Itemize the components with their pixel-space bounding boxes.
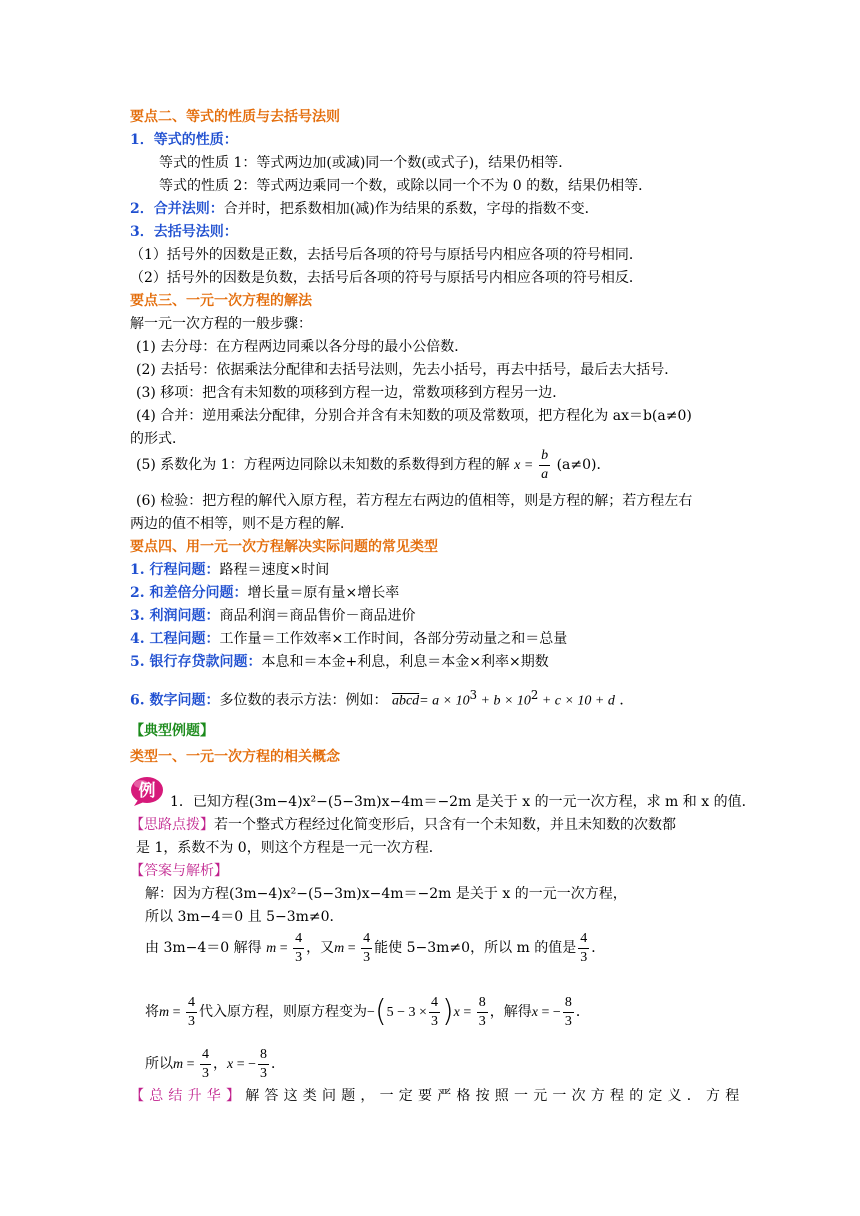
section3-step4-cont: 的形式． <box>130 431 186 447</box>
section3-step2: (2) 去括号：依据乘法分配律和去括号法则，先去小括号，再去中括号，最后去大括号． <box>136 362 679 378</box>
fraction-numerator: 8 <box>477 994 488 1013</box>
type-travel <box>130 560 329 580</box>
section2-item2-heading: 2．合并法则： <box>130 201 224 217</box>
section3-step5-text: (5) 系数化为 1：方程两边同除以未知数的系数得到方程的解 <box>136 457 510 473</box>
fraction-denominator: 3 <box>478 1013 486 1029</box>
answer-line3-pre: 由 3m−4＝0 解得 <box>145 940 262 956</box>
hint-cont: 是 1，系数不为 0，则这个方程是一元一次方程． <box>136 840 443 856</box>
answer-line5-pre: 所以 <box>145 1056 173 1072</box>
digits-formula-a: = a × 10 <box>419 693 470 709</box>
m-variable: m <box>159 1005 170 1020</box>
section4-title: 要点四、用一元一次方程解决实际问题的常见类型 <box>130 539 438 555</box>
type-work <box>130 629 567 649</box>
section2-item1-rule2: 等式的性质 2：等式两边乘同一个数，或除以同一个不为 0 的数，结果仍相等． <box>159 178 653 194</box>
fraction-denominator: 3 <box>295 949 303 965</box>
answer-line5-sep: ， <box>213 1056 228 1072</box>
type-growth <box>130 583 399 603</box>
fraction-4-3 <box>293 930 304 967</box>
fraction-numerator: 4 <box>293 930 304 949</box>
section3-step4: (4) 合并：逆用乘法分配律，分别合并含有未知数的项及常数项，把方程化为 ax＝b(a≠0) <box>136 408 692 424</box>
question1: 1．已知方程(3m−4)x²−(5−3m)x−4m＝−2m 是关于 x 的一元一次方程，求 m 和 x 的值． <box>170 794 756 810</box>
type-bank <box>130 652 549 672</box>
answer-line2: 所以 3m−4＝0 且 5−3m≠0． <box>145 909 344 925</box>
type-work-heading: 4. 工程问题： <box>130 631 220 647</box>
section3-step5-condition: (a≠0)． <box>556 457 611 473</box>
fraction-8-3 <box>258 1046 269 1083</box>
fraction-numerator: 4 <box>186 994 197 1013</box>
fraction-4-3 <box>578 930 589 967</box>
section3-step5 <box>136 446 611 485</box>
example-badge-icon <box>130 776 166 806</box>
fraction-numerator: 4 <box>361 930 372 949</box>
section2-title: 要点二、等式的性质与去括号法则 <box>130 109 340 125</box>
fraction-4-3 <box>361 930 372 967</box>
answer-line4-mid: 代入原方程，则原方程变为 <box>199 1004 368 1020</box>
answer-line3: 由 3m−4＝0 解得 m = $\frac{4}{3}$ ，又m = $\frac{4}{3}$ 能使 5−3m≠0，所以 m 的值是 $\frac{4}{3}$ ． <box>145 930 606 965</box>
x-variable: x <box>531 1005 539 1020</box>
example-badge-label: 例 <box>138 781 156 801</box>
answer-line4-inner: 5 − 3 × <box>386 1005 427 1020</box>
fraction-denominator: 3 <box>564 1013 572 1029</box>
type-profit-heading: 3. 利润问题： <box>130 608 220 624</box>
section2-item1-rule1: 等式的性质 1：等式两边加(或减)同一个数(或式子)，结果仍相等． <box>159 155 573 171</box>
type-growth-heading: 2. 和差倍分问题： <box>130 585 248 601</box>
type-profit-formula: 商品利润＝商品售价－商品进价 <box>219 608 416 624</box>
fraction-4-3 <box>429 994 440 1031</box>
type1-title: 类型一、一元一次方程的相关概念 <box>130 749 340 765</box>
section2-item1-heading: 1．等式的性质： <box>130 132 238 148</box>
type-travel-heading: 1. 行程问题： <box>130 562 220 578</box>
fraction-numerator: 8 <box>258 1046 269 1065</box>
section2-item3-heading: 3．去括号法则： <box>130 224 238 240</box>
summary-tag: 【总结升华】 <box>130 1088 246 1104</box>
hint-text: 若一个整式方程经过化简变形后，只含有一个未知数，并且未知数的次数都 <box>214 817 676 833</box>
type-digits <box>130 685 633 712</box>
fraction-denominator: 3 <box>188 1013 196 1029</box>
fraction-denominator: 3 <box>363 949 371 965</box>
fraction-denominator: a <box>541 466 549 482</box>
answer-tag: 【答案与解析】 <box>130 863 228 879</box>
answer-line5: 所以m = $\frac{4}{3}$ ，x = − $\frac{8}{3}$ ． <box>145 1046 286 1081</box>
examples-title: 【典型例题】 <box>130 723 214 739</box>
answer-line4: 将m = $\frac{4}{3}$ 代入原方程，则原方程变为−(5 − 3 × $\frac{4}{3}$ )x = $\frac{8}{3}$ ，解得x = − $\frac{8}{3}$ ． <box>145 994 590 1029</box>
x-variable: x <box>227 1057 234 1072</box>
m-variable: m <box>266 941 277 956</box>
section3-step6-cont: 两边的值不相等，则不是方程的解． <box>130 516 354 532</box>
m-variable: m <box>173 1057 184 1072</box>
section2-item3-rule2: （2）括号外的因数是负数，去括号后各项的符号与原括号内相应各项的符号相反． <box>130 270 643 286</box>
fraction-8-3 <box>563 994 574 1031</box>
digits-formula-b: + b × 10 <box>477 693 531 709</box>
answer-line3-end: ． <box>591 940 606 956</box>
fraction-numerator: 4 <box>429 994 440 1013</box>
fraction-denominator: 3 <box>202 1065 210 1081</box>
answer-line1: 解：因为方程(3m−4)x²−(5−3m)x−4m＝−2m 是关于 x 的一元一次方程， <box>145 886 627 902</box>
fraction-denominator: 3 <box>430 1013 438 1029</box>
digits-formula-c: + c × 10 + d <box>538 693 615 709</box>
answer-line3-mid: ，又 <box>306 940 335 956</box>
fraction-numerator: 4 <box>578 930 589 949</box>
type-digits-text: 多位数的表示方法：例如： <box>219 692 388 709</box>
type-work-formula: 工作量＝工作效率×工作时间，各部分劳动量之和＝总量 <box>219 631 568 647</box>
section2-item3-rule1: （1）括号外的因数是正数，去括号后各项的符号与原括号内相应各项的符号相同． <box>130 247 643 263</box>
fraction-4-3 <box>200 1046 211 1083</box>
hint <box>130 815 676 835</box>
fraction-numerator: 8 <box>563 994 574 1013</box>
m-variable: m <box>334 941 345 956</box>
equals-sign: = <box>524 458 533 473</box>
fraction-numerator: 4 <box>200 1046 211 1065</box>
section3-intro: 解一元一次方程的一般步骤： <box>130 316 312 332</box>
section2-item2 <box>130 199 599 219</box>
type-bank-formula: 本息和＝本金+利息，利息＝本金×利率×期数 <box>261 654 549 670</box>
type-profit <box>130 606 416 626</box>
section3-step1: (1) 去分母：在方程两边同乘以各分母的最小公倍数． <box>136 339 469 355</box>
fraction-denominator: 3 <box>260 1065 268 1081</box>
section3-title: 要点三、一元一次方程的解法 <box>130 293 312 309</box>
exponent-2: 2 <box>530 688 539 702</box>
section3-step6: (6) 检验：把方程的解代入原方程，若方程左右两边的值相等，则是方程的解；若方程左右 <box>136 493 693 509</box>
fraction-4-3 <box>186 994 197 1031</box>
answer-line3-mid2: 能使 5−3m≠0，所以 m 的值是 <box>374 940 577 956</box>
section3-step3: (3) 移项：把含有未知数的项移到方程一边，常数项移到方程另一边． <box>136 385 567 401</box>
answer-line4-pre: 将 <box>145 1004 159 1020</box>
answer-line4-mid2: ，解得 <box>489 1004 532 1020</box>
hint-tag: 【思路点拨】 <box>130 817 214 833</box>
section2-item2-text: 合并时，把系数相加(减)作为结果的系数，字母的指数不变． <box>223 201 599 217</box>
overlined-abcd: abcd <box>391 693 420 709</box>
fraction-b-over-a <box>539 447 550 484</box>
answer-line5-end: ． <box>271 1056 286 1072</box>
type-digits-heading: 6. 数字问题： <box>130 692 220 709</box>
solution-variable: x <box>514 458 521 473</box>
fraction-numerator: b <box>539 447 550 466</box>
digits-end: ． <box>619 692 634 709</box>
summary <box>130 1086 745 1106</box>
fraction-8-3 <box>477 994 488 1031</box>
type-travel-formula: 路程＝速度×时间 <box>219 562 330 578</box>
fraction-denominator: 3 <box>580 949 588 965</box>
summary-text: 解答这类问题，一定要严格按照一元一次方程的定义．方程 <box>245 1088 745 1104</box>
type-growth-formula: 增长量＝原有量×增长率 <box>247 585 400 601</box>
type-bank-heading: 5. 银行存贷款问题： <box>130 654 262 670</box>
x-variable: x <box>453 1005 460 1020</box>
answer-line4-end: ． <box>575 1004 590 1020</box>
exponent-3: 3 <box>469 688 477 702</box>
